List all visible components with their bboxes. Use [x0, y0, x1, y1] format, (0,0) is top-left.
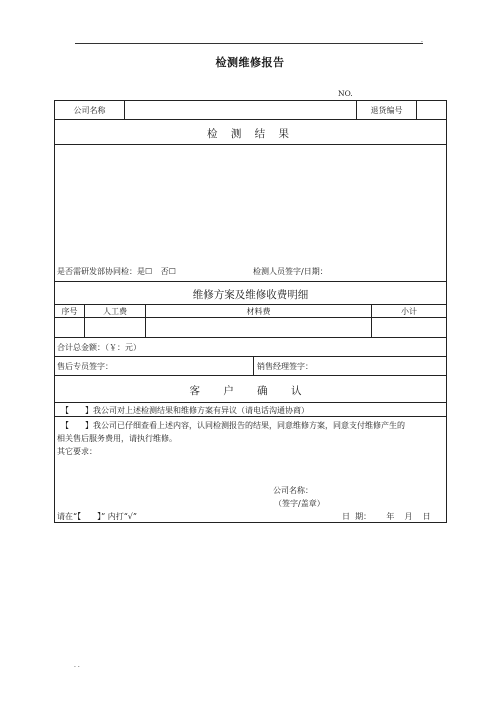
top-rule — [75, 43, 423, 44]
cell-subtotal[interactable] — [372, 318, 446, 337]
report-form-table — [54, 100, 447, 523]
agreement-area — [55, 417, 446, 523]
agree-option: 【 】我公司已仔细查看上述内容，认同检测报告的结果，同意维修方案，同意支付维修产生的 — [61, 421, 405, 430]
cell-labor[interactable] — [85, 318, 146, 337]
return-number-field[interactable] — [417, 101, 447, 119]
report-number-label: NO. — [338, 89, 353, 98]
cell-material[interactable] — [146, 318, 372, 337]
confirm-heading-row — [55, 376, 446, 403]
company-row — [55, 101, 446, 120]
inspection-results-area — [55, 145, 446, 282]
total-row — [55, 338, 446, 357]
col-subtotal: 小计 — [401, 306, 417, 316]
top-mark: . — [421, 37, 423, 44]
inspection-heading-row — [55, 120, 446, 145]
total-amount-label: 合计总金额：（￥：元） — [57, 343, 141, 352]
repair-heading-row — [55, 282, 446, 305]
cell-index[interactable] — [55, 318, 85, 337]
coop-yes-checkbox[interactable]: ☐ — [145, 267, 153, 276]
customer-company-label: 公司名称： — [273, 486, 313, 495]
confirm-heading: 客 户 确 认 — [189, 385, 312, 397]
page-title: 检测维修报告 — [215, 56, 285, 69]
repair-header-row — [55, 305, 446, 318]
footer-mark: . . — [74, 662, 80, 669]
return-number-label: 退货编号 — [357, 101, 417, 119]
repair-data-row — [55, 318, 446, 338]
confirm-date: 日 期： 年 月 日 — [342, 512, 431, 521]
col-material: 材料费 — [146, 305, 372, 317]
coop-inspection-line: 是否需研发部协同检：是☐ 否☐ — [57, 267, 176, 276]
signature-row — [55, 357, 446, 376]
seal-label: （签字/盖章） — [274, 499, 325, 508]
objection-option: 【 】我公司对上述检测结果和维修方案有异议（请电话沟通协商） — [61, 406, 309, 415]
inspector-signature: 检测人员签字/日期： — [253, 267, 328, 276]
coop-no-checkbox[interactable]: ☐ — [168, 267, 176, 276]
sales-rep-signature: 售后专员签字： — [55, 357, 254, 375]
inspection-heading: 检 测 结 果 — [206, 128, 294, 140]
company-name-field[interactable] — [125, 101, 357, 119]
company-name-label: 公司名称 — [55, 101, 125, 119]
objection-checkbox[interactable]: 【 】 — [61, 406, 93, 415]
other-requirements-label: 其它要求： — [57, 447, 97, 456]
col-labor: 人工费 — [85, 305, 146, 317]
repair-heading: 维修方案及维修收费明细 — [192, 289, 309, 301]
agree-text-line2: 相关售后服务费用，请执行维修。 — [57, 434, 177, 443]
col-index: 序号 — [55, 305, 85, 317]
checkmark-instruction: 请在“【 】” 内打“√” — [57, 512, 137, 521]
agree-checkbox[interactable]: 【 】 — [61, 421, 93, 430]
sales-manager-signature: 销售经理签字： — [257, 362, 313, 371]
objection-row — [55, 403, 446, 417]
